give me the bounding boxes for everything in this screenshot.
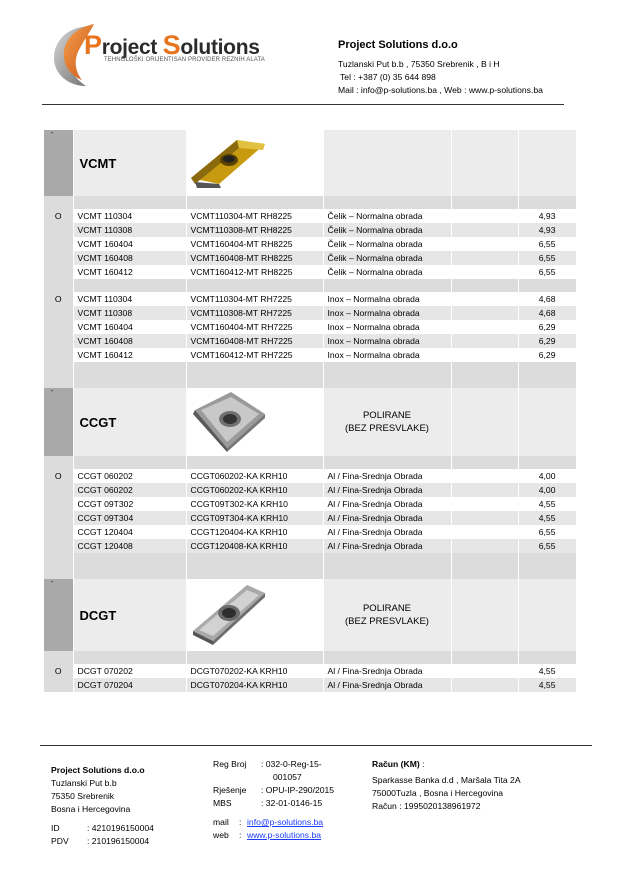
footer-divider xyxy=(40,745,592,746)
spacer-cell xyxy=(518,362,576,375)
spacer-cell xyxy=(323,566,451,579)
section-marker-dot: • xyxy=(51,389,54,395)
section-title: VCMT xyxy=(73,130,186,196)
insert-material: Al / Fina-Srednja Obrada xyxy=(323,664,451,678)
insert-price: 6,55 xyxy=(518,525,576,539)
section-blank-cell xyxy=(451,130,518,196)
blank-cell xyxy=(451,306,518,320)
insert-type: VCMT 110308 xyxy=(73,306,186,320)
spacer-cell xyxy=(186,456,323,469)
row-marker xyxy=(44,348,73,362)
footer-bank-1: Sparkasse Banka d.d , Maršala Tita 2A xyxy=(372,775,521,785)
spacer-cell xyxy=(451,362,518,375)
insert-price: 4,68 xyxy=(518,292,576,306)
section-header-ccgt xyxy=(44,388,576,456)
insert-type: VCMT 160408 xyxy=(73,334,186,348)
blank-cell xyxy=(451,678,518,692)
insert-material: Al / Fina-Srednja Obrada xyxy=(323,469,451,483)
spacer-cell xyxy=(73,196,186,209)
blank-cell xyxy=(451,348,518,362)
table-row xyxy=(44,511,576,525)
blank-cell xyxy=(451,209,518,223)
blank-cell xyxy=(451,497,518,511)
insert-type: VCMT 160408 xyxy=(73,251,186,265)
insert-code: VCMT160408-MT RH8225 xyxy=(186,251,323,265)
vcmt-insert-image xyxy=(187,134,269,190)
header-tel: Tel : +387 (0) 35 644 898 xyxy=(340,72,436,82)
spacer-cell xyxy=(44,651,73,664)
insert-price: 4,00 xyxy=(518,469,576,483)
spacer-cell xyxy=(186,566,323,579)
insert-price: 6,55 xyxy=(518,237,576,251)
insert-material: Al / Fina-Srednja Obrada xyxy=(323,525,451,539)
blank-cell xyxy=(451,334,518,348)
row-marker xyxy=(44,483,73,497)
spacer-cell xyxy=(518,651,576,664)
spacer-cell xyxy=(44,566,73,579)
insert-type: VCMT 160412 xyxy=(73,348,186,362)
row-marker xyxy=(44,223,73,237)
insert-price: 6,55 xyxy=(518,251,576,265)
spacer-cell xyxy=(73,362,186,375)
section-marker xyxy=(44,579,73,651)
footer-bank-block xyxy=(372,758,521,813)
insert-code: VCMT110304-MT RH7225 xyxy=(186,292,323,306)
spacer-row xyxy=(44,362,576,375)
logo-word-roject: roject xyxy=(101,36,163,59)
spacer-row xyxy=(44,375,576,388)
footer-bank-2: 75000Tuzla , Bosna i Hercegovina xyxy=(372,788,504,798)
insert-code: CCGT09T304-KA KRH10 xyxy=(186,511,323,525)
insert-code: CCGT120404-KA KRH10 xyxy=(186,525,323,539)
row-marker xyxy=(44,334,73,348)
insert-material: Al / Fina-Srednja Obrada xyxy=(323,539,451,553)
table-row xyxy=(44,497,576,511)
insert-type: CCGT 120404 xyxy=(73,525,186,539)
logo-letter-p: P xyxy=(84,30,102,60)
footer-reg-value-2: 001057 xyxy=(273,772,302,782)
insert-type: VCMT 160412 xyxy=(73,265,186,279)
dcgt-insert-image xyxy=(187,579,269,649)
spacer-cell xyxy=(73,456,186,469)
header-address: Tuzlanski Put b.b , 75350 Srebrenik , B i H xyxy=(338,59,500,69)
spacer-cell xyxy=(186,553,323,566)
section-note-line-1: POLIRANE xyxy=(362,603,412,614)
insert-type: VCMT 160404 xyxy=(73,237,186,251)
section-image-cell xyxy=(186,388,323,456)
spacer-cell xyxy=(44,279,73,292)
row-marker xyxy=(44,539,73,553)
footer-company-block xyxy=(51,764,154,848)
insert-type: VCMT 110304 xyxy=(73,209,186,223)
spacer-cell xyxy=(186,196,323,209)
spacer-cell xyxy=(518,566,576,579)
insert-type: DCGT 070204 xyxy=(73,678,186,692)
blank-cell xyxy=(451,511,518,525)
footer-mbs-value: : 32-01-0146-15 xyxy=(261,798,323,808)
insert-code: VCMT110308-MT RH8225 xyxy=(186,223,323,237)
insert-code: VCMT110304-MT RH8225 xyxy=(186,209,323,223)
spacer-cell xyxy=(323,279,451,292)
insert-material: Čelik – Normalna obrada xyxy=(323,209,451,223)
insert-type: VCMT 110304 xyxy=(73,292,186,306)
insert-material: Čelik – Normalna obrada xyxy=(323,251,451,265)
insert-code: VCMT160408-MT RH7225 xyxy=(186,334,323,348)
price-table xyxy=(44,130,577,692)
footer-address-2: 75350 Srebrenik xyxy=(51,791,115,801)
row-marker xyxy=(44,306,73,320)
insert-price: 6,55 xyxy=(518,539,576,553)
insert-material: Al / Fina-Srednja Obrada xyxy=(323,511,451,525)
insert-price: 4,55 xyxy=(518,497,576,511)
insert-material: Čelik – Normalna obrada xyxy=(323,265,451,279)
footer-web-sep: : xyxy=(239,830,242,840)
spacer-cell xyxy=(451,553,518,566)
footer-bank-3: Račun : 1995020138961972 xyxy=(372,801,481,811)
section-note-line-2: (BEZ PRESVLAKE) xyxy=(345,423,429,434)
table-row xyxy=(44,539,576,553)
footer-address-1: Tuzlanski Put b.b xyxy=(51,778,117,788)
footer-web-label: web xyxy=(213,830,229,840)
section-note xyxy=(323,388,451,456)
insert-material: Inox – Normalna obrada xyxy=(323,348,451,362)
insert-price: 6,29 xyxy=(518,334,576,348)
spacer-cell xyxy=(451,279,518,292)
insert-code: CCGT060202-KA KRH10 xyxy=(186,483,323,497)
section-blank-cell xyxy=(451,579,518,651)
footer-pdv-row xyxy=(51,835,154,848)
header-company-name: Project Solutions d.o.o xyxy=(338,39,458,51)
footer-id-value: : 4210196150004 xyxy=(87,823,154,833)
section-note xyxy=(323,130,451,196)
spacer-row xyxy=(44,566,576,579)
spacer-cell xyxy=(518,456,576,469)
footer-bank-title: Račun (KM) xyxy=(372,759,420,769)
insert-code: VCMT110308-MT RH7225 xyxy=(186,306,323,320)
insert-material: Čelik – Normalna obrada xyxy=(323,237,451,251)
section-note xyxy=(323,579,451,651)
insert-material: Inox – Normalna obrada xyxy=(323,320,451,334)
footer-company-name: Project Solutions d.o.o xyxy=(51,765,145,775)
insert-type: CCGT 09T304 xyxy=(73,511,186,525)
insert-price: 4,68 xyxy=(518,306,576,320)
table-row xyxy=(44,251,576,265)
table-row xyxy=(44,525,576,539)
table-row xyxy=(44,348,576,362)
footer-reg-label: Reg Broj xyxy=(213,759,247,769)
insert-material: Al / Fina-Srednja Obrada xyxy=(323,483,451,497)
spacer-cell xyxy=(323,651,451,664)
footer-id-row xyxy=(51,822,154,835)
spacer-cell xyxy=(518,553,576,566)
blank-cell xyxy=(451,539,518,553)
insert-code: DCGT070202-KA KRH10 xyxy=(186,664,323,678)
footer-registry-block xyxy=(213,758,334,842)
blank-cell xyxy=(451,320,518,334)
footer-mbs-label: MBS xyxy=(213,798,232,808)
insert-type: CCGT 060202 xyxy=(73,469,186,483)
footer-id-label: ID xyxy=(51,823,60,833)
row-marker xyxy=(44,525,73,539)
section-title: CCGT xyxy=(73,388,186,456)
footer-bank-title-sep: : xyxy=(419,759,425,769)
spacer-cell xyxy=(323,375,451,388)
spacer-cell xyxy=(73,553,186,566)
spacer-row xyxy=(44,651,576,664)
insert-price: 4,55 xyxy=(518,678,576,692)
logo-word-olutions: olutions xyxy=(180,36,260,59)
row-marker xyxy=(44,251,73,265)
insert-type: CCGT 120408 xyxy=(73,539,186,553)
spacer-cell xyxy=(451,566,518,579)
spacer-cell xyxy=(44,553,73,566)
insert-type: CCGT 060202 xyxy=(73,483,186,497)
footer-pdv-value: : 210196150004 xyxy=(87,836,150,846)
spacer-cell xyxy=(186,362,323,375)
row-marker: O xyxy=(44,469,73,483)
insert-code: DCGT070204-KA KRH10 xyxy=(186,678,323,692)
table-row xyxy=(44,265,576,279)
blank-cell xyxy=(451,292,518,306)
spacer-cell xyxy=(44,362,73,375)
section-marker-dot: • xyxy=(51,580,54,586)
section-title: DCGT xyxy=(73,579,186,651)
table-row xyxy=(44,306,576,320)
row-marker xyxy=(44,320,73,334)
row-marker xyxy=(44,497,73,511)
insert-material: Inox – Normalna obrada xyxy=(323,306,451,320)
table-row xyxy=(44,223,576,237)
section-header-vcmt xyxy=(44,130,576,196)
insert-material: Inox – Normalna obrada xyxy=(323,292,451,306)
insert-price: 6,55 xyxy=(518,265,576,279)
spacer-cell xyxy=(518,375,576,388)
section-marker-dot: • xyxy=(51,131,54,137)
logo-letter-s: S xyxy=(162,30,181,60)
insert-material: Al / Fina-Srednja Obrada xyxy=(323,678,451,692)
blank-cell xyxy=(451,265,518,279)
spacer-cell xyxy=(451,196,518,209)
footer-pdv-label: PDV xyxy=(51,836,69,846)
row-marker: O xyxy=(44,209,73,223)
row-marker: O xyxy=(44,664,73,678)
spacer-cell xyxy=(186,279,323,292)
section-marker xyxy=(44,130,73,196)
insert-code: CCGT120408-KA KRH10 xyxy=(186,539,323,553)
spacer-row xyxy=(44,196,576,209)
insert-price: 4,00 xyxy=(518,483,576,497)
spacer-cell xyxy=(44,456,73,469)
insert-material: Al / Fina-Srednja Obrada xyxy=(323,497,451,511)
section-note-line-1: POLIRANE xyxy=(362,410,412,421)
blank-cell xyxy=(451,525,518,539)
section-header-dcgt xyxy=(44,579,576,651)
spacer-cell xyxy=(518,279,576,292)
insert-code: CCGT060202-KA KRH10 xyxy=(186,469,323,483)
spacer-cell xyxy=(451,375,518,388)
spacer-cell xyxy=(323,553,451,566)
spacer-cell xyxy=(186,375,323,388)
insert-material: Čelik – Normalna obrada xyxy=(323,223,451,237)
table-row xyxy=(44,209,576,223)
table-row xyxy=(44,237,576,251)
table-row xyxy=(44,292,576,306)
section-blank-cell xyxy=(518,579,576,651)
header-contact-block xyxy=(338,58,543,97)
footer-mail-link[interactable]: info@p-solutions.ba xyxy=(247,817,324,827)
spacer-cell xyxy=(451,456,518,469)
header-divider xyxy=(42,104,564,105)
footer-mail-sep: : xyxy=(239,817,242,827)
footer-web-link[interactable]: www.p-solutions.ba xyxy=(247,830,322,840)
section-blank-cell xyxy=(518,130,576,196)
spacer-cell xyxy=(186,651,323,664)
blank-cell xyxy=(451,237,518,251)
blank-cell xyxy=(451,223,518,237)
row-marker xyxy=(44,237,73,251)
insert-type: VCMT 160404 xyxy=(73,320,186,334)
insert-price: 4,55 xyxy=(518,664,576,678)
table-row xyxy=(44,483,576,497)
spacer-cell xyxy=(73,279,186,292)
ccgt-insert-image xyxy=(187,388,269,454)
insert-price: 6,29 xyxy=(518,320,576,334)
insert-type: VCMT 110308 xyxy=(73,223,186,237)
footer-reg-value-1: : 032-0-Reg-15- xyxy=(261,759,322,769)
section-blank-cell xyxy=(451,388,518,456)
insert-type: CCGT 09T302 xyxy=(73,497,186,511)
table-row xyxy=(44,320,576,334)
section-note-line-2: (BEZ PRESVLAKE) xyxy=(345,616,429,627)
blank-cell xyxy=(451,664,518,678)
spacer-cell xyxy=(73,375,186,388)
section-marker xyxy=(44,388,73,456)
spacer-cell xyxy=(323,456,451,469)
logo-tagline: TEHNOLOŠKI ORIJENTISAN PROVIDER REZNIH ALATA xyxy=(104,57,265,63)
insert-price: 4,93 xyxy=(518,209,576,223)
insert-code: VCMT160404-MT RH7225 xyxy=(186,320,323,334)
footer-address-3: Bosna i Hercegovina xyxy=(51,804,131,814)
insert-code: VCMT160412-MT RH7225 xyxy=(186,348,323,362)
table-row xyxy=(44,678,576,692)
section-blank-cell xyxy=(518,388,576,456)
spacer-row xyxy=(44,456,576,469)
header-mail-web: Mail : info@p-solutions.ba , Web : www.p-solutions.ba xyxy=(338,85,543,95)
spacer-cell xyxy=(451,651,518,664)
insert-code: VCMT160404-MT RH8225 xyxy=(186,237,323,251)
row-marker xyxy=(44,678,73,692)
row-marker xyxy=(44,265,73,279)
insert-price: 6,29 xyxy=(518,348,576,362)
spacer-cell xyxy=(323,362,451,375)
footer-mail-label: mail xyxy=(213,817,229,827)
row-marker: O xyxy=(44,292,73,306)
footer-rje-label: Rješenje xyxy=(213,785,247,795)
insert-code: CCGT09T302-KA KRH10 xyxy=(186,497,323,511)
spacer-row xyxy=(44,553,576,566)
spacer-cell xyxy=(73,651,186,664)
section-image-cell xyxy=(186,579,323,651)
section-image-cell xyxy=(186,130,323,196)
footer-rje-value: : OPU-IP-290/2015 xyxy=(261,785,335,795)
insert-code: VCMT160412-MT RH8225 xyxy=(186,265,323,279)
blank-cell xyxy=(451,483,518,497)
spacer-row xyxy=(44,279,576,292)
table-row xyxy=(44,334,576,348)
blank-cell xyxy=(451,469,518,483)
spacer-cell xyxy=(518,196,576,209)
insert-material: Inox – Normalna obrada xyxy=(323,334,451,348)
row-marker xyxy=(44,511,73,525)
table-row xyxy=(44,664,576,678)
spacer-cell xyxy=(73,566,186,579)
table-row xyxy=(44,469,576,483)
blank-cell xyxy=(451,251,518,265)
insert-type: DCGT 070202 xyxy=(73,664,186,678)
spacer-cell xyxy=(44,375,73,388)
insert-price: 4,55 xyxy=(518,511,576,525)
insert-price: 4,93 xyxy=(518,223,576,237)
spacer-cell xyxy=(44,196,73,209)
spacer-cell xyxy=(323,196,451,209)
